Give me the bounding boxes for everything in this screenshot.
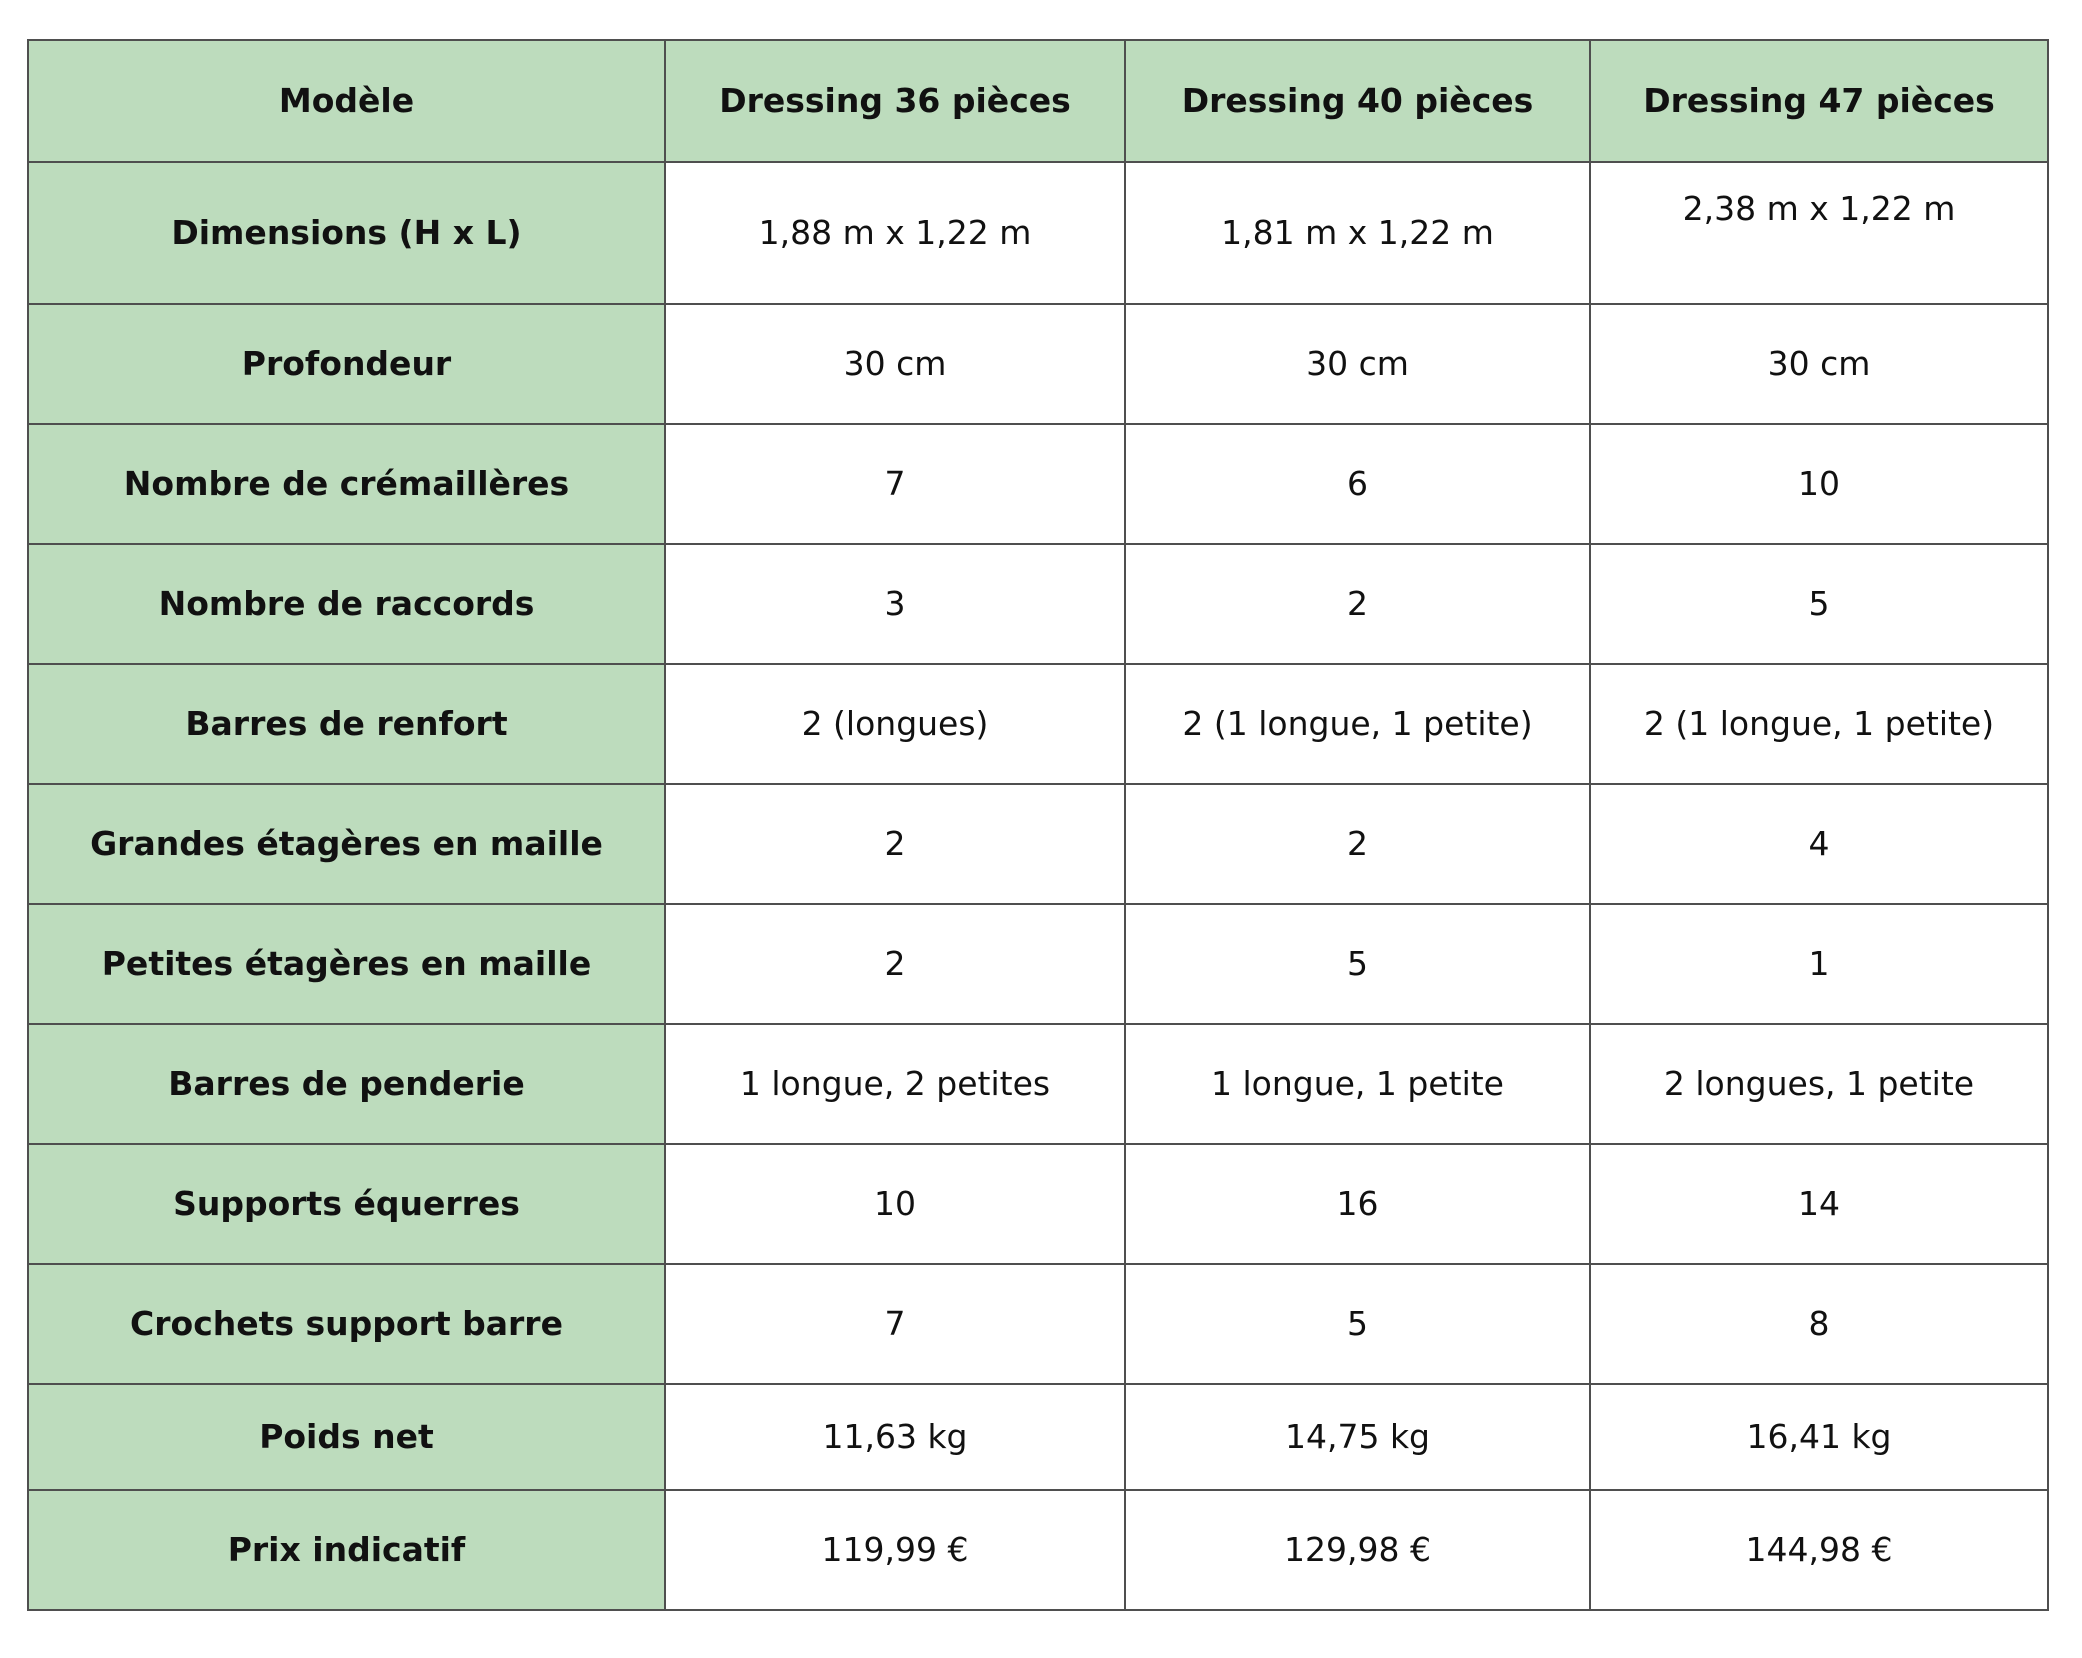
table-cell: 144,98 € (1590, 1490, 2048, 1610)
header-cell-model: Modèle (28, 40, 665, 162)
row-label: Nombre de raccords (28, 544, 665, 664)
table-row (28, 784, 2048, 904)
row-label: Poids net (28, 1384, 665, 1490)
table-cell: 119,99 € (665, 1490, 1125, 1610)
table-cell: 2 (1125, 784, 1590, 904)
table-cell: 2 (1 longue, 1 petite) (1590, 664, 2048, 784)
table-cell: 14,75 kg (1125, 1384, 1590, 1490)
table-cell: 2 (665, 784, 1125, 904)
row-label: Profondeur (28, 304, 665, 424)
table-cell: 30 cm (1590, 304, 2048, 424)
table-cell: 1,81 m x 1,22 m (1125, 162, 1590, 304)
row-label: Prix indicatif (28, 1490, 665, 1610)
table-cell: 2 longues, 1 petite (1590, 1024, 2048, 1144)
table-cell: 7 (665, 424, 1125, 544)
header-cell-dressing-47: Dressing 47 pièces (1590, 40, 2048, 162)
row-label: Barres de penderie (28, 1024, 665, 1144)
comparison-table (27, 39, 2049, 1611)
table-cell: 11,63 kg (665, 1384, 1125, 1490)
table-row (28, 1384, 2048, 1490)
row-label: Grandes étagères en maille (28, 784, 665, 904)
table-cell: 4 (1590, 784, 2048, 904)
table-cell: 14 (1590, 1144, 2048, 1264)
row-label: Crochets support barre (28, 1264, 665, 1384)
header-cell-dressing-40: Dressing 40 pièces (1125, 40, 1590, 162)
row-label: Nombre de crémaillères (28, 424, 665, 544)
table-cell: 2 (1 longue, 1 petite) (1125, 664, 1590, 784)
table-cell: 10 (665, 1144, 1125, 1264)
table-cell: 6 (1125, 424, 1590, 544)
table-cell: 3 (665, 544, 1125, 664)
table-cell: 5 (1590, 544, 2048, 664)
table-cell: 1,88 m x 1,22 m (665, 162, 1125, 304)
table-row (28, 664, 2048, 784)
table-row (28, 1144, 2048, 1264)
table-row (28, 162, 2048, 304)
table-cell: 2 (665, 904, 1125, 1024)
row-label: Petites étagères en maille (28, 904, 665, 1024)
header-row (28, 40, 2048, 162)
table-row (28, 904, 2048, 1024)
table-row (28, 1264, 2048, 1384)
table-cell: 30 cm (1125, 304, 1590, 424)
table-row (28, 1490, 2048, 1610)
table-cell: 2,38 m x 1,22 m (1590, 162, 2048, 304)
table-cell: 8 (1590, 1264, 2048, 1384)
table-cell: 16 (1125, 1144, 1590, 1264)
table-row (28, 304, 2048, 424)
table-cell: 129,98 € (1125, 1490, 1590, 1610)
table-cell: 1 (1590, 904, 2048, 1024)
table-cell: 1 longue, 2 petites (665, 1024, 1125, 1144)
row-label: Dimensions (H x L) (28, 162, 665, 304)
table-cell: 16,41 kg (1590, 1384, 2048, 1490)
table-cell: 7 (665, 1264, 1125, 1384)
row-label: Supports équerres (28, 1144, 665, 1264)
table-cell: 10 (1590, 424, 2048, 544)
table-cell: 5 (1125, 1264, 1590, 1384)
table-cell: 2 (longues) (665, 664, 1125, 784)
table-cell: 30 cm (665, 304, 1125, 424)
table-cell: 5 (1125, 904, 1590, 1024)
row-label: Barres de renfort (28, 664, 665, 784)
table-row (28, 544, 2048, 664)
table-row (28, 424, 2048, 544)
header-cell-dressing-36: Dressing 36 pièces (665, 40, 1125, 162)
table-cell: 1 longue, 1 petite (1125, 1024, 1590, 1144)
table-cell: 2 (1125, 544, 1590, 664)
table-row (28, 1024, 2048, 1144)
